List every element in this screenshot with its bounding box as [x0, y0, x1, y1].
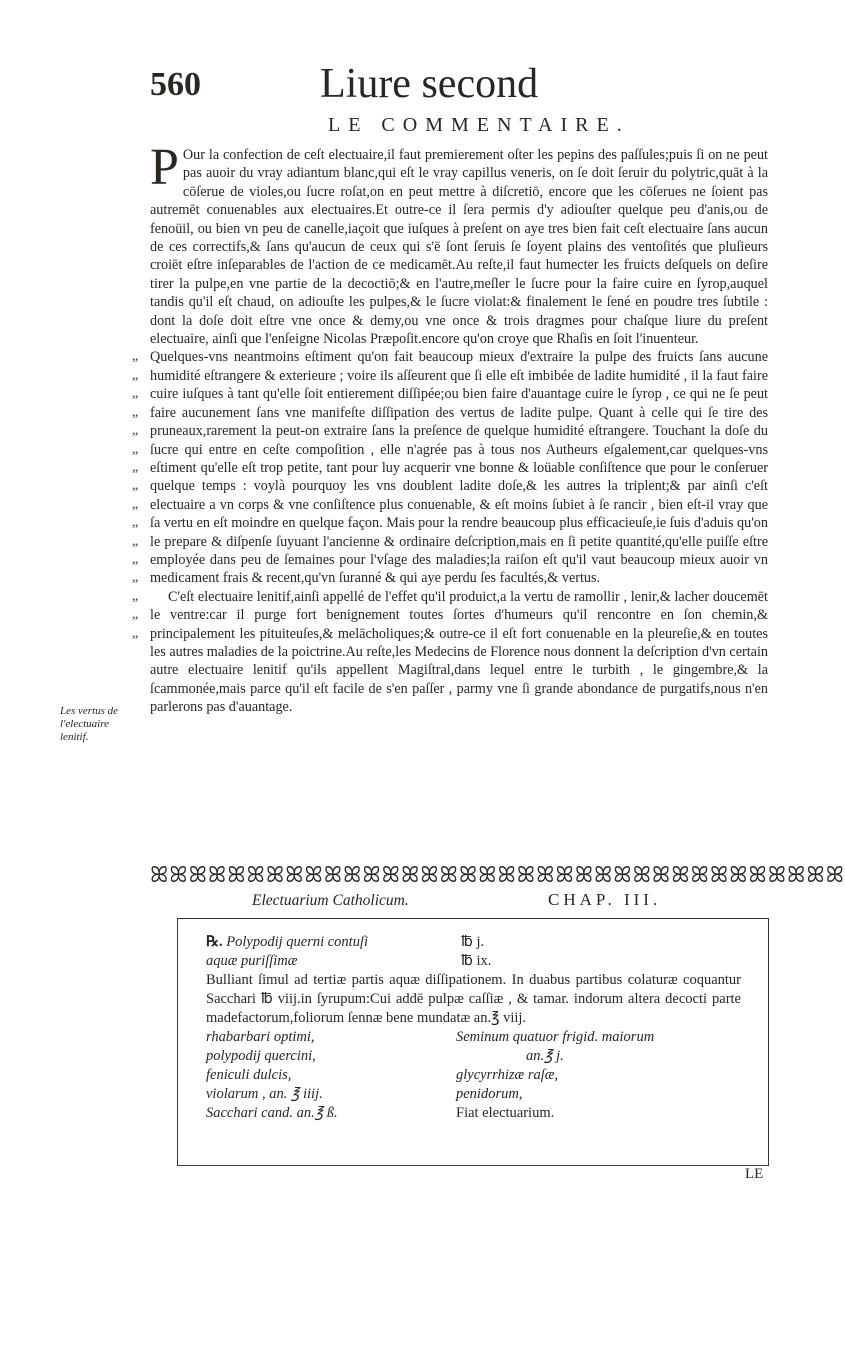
quotation-mark: „ — [132, 478, 139, 494]
paragraph-virtues — [150, 588, 768, 717]
ingredient: violarum , an. ℥ iiij. — [206, 1086, 323, 1102]
quotation-marks-column — [132, 348, 146, 643]
quantity: ℔ ix. — [461, 953, 492, 969]
quotation-mark: „ — [132, 349, 139, 365]
catchword: LE — [745, 1166, 764, 1182]
recipe-title: Electuarium Catholicum. — [252, 892, 409, 909]
quoted-passage-text: Quelques-vns neantmoins eſtiment qu'on fait beaucoup mieux d'extraire la pulpe des fruicts ſans aucune humidité eſtrangere & exterieure ; voire ils aſſeurent que ſi elle eſt imbibée de ladite humidité , il la faut faire cuire iuſques à tant qu'elle ſoit entierement diſſipée;ou bien faire d'auantage cuire le ſyrop , ce qui ne ſe peut faire aucunement ſans vne manifeſte diſſipation des vertus de ladite pulpe. Quant à celle qui ſe tire des pruneaux,rarement la peut-on extraire ſans la preſence de quelque humidité eſtrangere. Touchant la doſe du ſucre qui entre en ceſte compoſition , elle n'agrée pas à tous nos Autheurs eſgalement,car quelques-vns eſtiment qu'elle eſt trop petite, tant pour luy acquerir vne bonne & loüable conſiſtence que pour le conſeruer quelque temps : voylà pourquoy les vns doublent ladite doſe,& les autres la triplent;& par ainſi c'eſt electuaire a vn corps & vne conſiſtence plus conuenable, & eſt moins ſubiet à ſe rancir , bien eſt-il vray que ſa vertu en eſt moindre en quelque façon. Mais pour la rendre beaucoup plus efficacieuſe,ie ſuis d'aduis qu'on le prepare & diſpenſe ſuyuant l'ancienne & ordinaire deſcription,mais en ſi petite quantité,qu'elle puiſſe eſtre employée dans peu de ſemaines pour l'vſage des maladies;la raiſon eſt qu'il vaut beaucoup mieux auoir vn medicament frais & recent,qu'vn ſuranné & qui aye perdu ſes facultés,& vertus. — [150, 349, 768, 587]
recipe-line — [206, 1047, 741, 1066]
quotation-mark: „ — [132, 496, 139, 512]
recipe-line — [206, 1066, 741, 1085]
ingredient: feniculi dulcis, — [206, 1067, 292, 1083]
page-number: 560 — [150, 66, 201, 103]
recipe-content — [206, 933, 741, 1123]
ingredient: glycyrrhizæ raſæ, — [456, 1067, 559, 1083]
recipe-line — [206, 1028, 741, 1047]
quotation-mark: „ — [132, 588, 139, 604]
paragraph-intro — [150, 139, 768, 348]
ingredient: penidorum, — [456, 1086, 523, 1102]
recipe-box — [177, 918, 769, 1166]
paragraph-virtues-text: C'eſt electuaire lenitif,ainſi appellé de l'effet qu'il produict,a la vertu de ramollir , lenir,& lacher doucemēt le ventre:car il purge fort benignement toutes ſortes d'humeurs qu'il rencontre en ſon chemin,& principalement les pituiteuſes,& melācholiques;& outre-ce il eſt fort conuenable en la pleureſie,& en toutes les autres maladies de la poictrine.Au reſte,les Medecins de Florence nous donnent la deſcription d'vn certain autre electuaire lenitif qu'ils appellent Magiſtral,dans lequel entre le turbith , le gingembre,& la ſcammonée,mais parce qu'il eſt facile de s'en paſſer , parmy vne ſi grande abondance de purgatifs,nous n'en parlerons pas d'auantage. — [150, 588, 768, 716]
paragraph-intro-text: Our la confection de ceſt electuaire,il faut premierement oſter les pepins des paſſules;puis ſi on ne peut pas auoir du vray adiantum blanc,qui eſt le vray capillus veneris, on ſe doit ſeruir du polytric,quāt à la cōſerue de violes,ou ſucre roſat,on en peut mettre à diſcretiō, encore que les cōſerues ne ſoient pas autremēt conuenables aux electuaires.Et outre-ce il ſera permis d'y adiouſter quelque peu d'anis,ou de fenoüil, ou bien vn peu de canelle,iaçoit que iuſques à preſent on aye tres bien fait ceſt electuaire ſans aucun de ces correctifs,& ſans qu'aucun de ceux qui s'ē ſont ſeruis ſe ſoyent plains des ventoſités que pluſieurs croiēt eſtre inſeparables de l'action de ce medicamēt.Au reſte,il faut humecter les fruicts deſquels on deſire tirer la pulpe,en vne partie de la decoctiō;& en l'autre,meſler le ſucre pour la faire cuire en ſyrop,auquel tandis qu'il eſt chaud, on adiouſte les pulpes,& le ſucre violat:& finalement le ſené en poudre tres ſubtile : dont la doſe doit eſtre vne once & demy,ou vne once & trois dragmes pour chaſque liure du preſent electuaire, ainſi que l'enſeigne Nicolas Præpoſit.encore qu'on croye que Rhaſis en ſoit l'inuenteur. — [150, 147, 768, 348]
margin-note: Les vertus de l'electuaire lenitif. — [60, 705, 119, 743]
quotation-mark: „ — [132, 607, 139, 623]
quotation-mark: „ — [132, 386, 139, 402]
quotation-mark: „ — [132, 533, 139, 549]
quotation-mark: „ — [132, 515, 139, 531]
recipe-line — [206, 933, 741, 952]
recipe-symbol: ℞. — [206, 934, 223, 950]
recipe-instructions: Bulliant ſimul ad tertiæ partis aquæ diſſipationem. In duabus partibus colaturæ coquantur Sacchari ℔ viij.in ſyrupum:Cui addē pulpæ caſſiæ , & tamar. indorum altera decocti parte madefactorum,foliorum ſennæ bene mundatæ an.℥ viij. — [206, 972, 741, 1026]
quotation-mark: „ — [132, 367, 139, 383]
quotation-mark: „ — [132, 625, 139, 641]
quantity: ℔ j. — [461, 934, 485, 950]
ingredient: polypodij quercini, — [206, 1048, 316, 1064]
ingredient: aquæ puriſſimæ — [206, 953, 298, 969]
quoted-passage — [132, 348, 768, 641]
recipe-closing: Fiat electuarium. — [456, 1105, 555, 1121]
quotation-mark: „ — [132, 551, 139, 567]
ingredient: Sacchari cand. an.℥ ß. — [206, 1105, 338, 1121]
chapter-label: CHAP. III. — [548, 890, 662, 909]
quotation-mark: „ — [132, 423, 139, 439]
running-title: Liure second — [320, 61, 539, 107]
quotation-mark: „ — [132, 459, 139, 475]
quotation-mark: „ — [132, 441, 139, 457]
recipe-line — [206, 952, 741, 971]
quotation-mark: „ — [132, 404, 139, 420]
decorative-ornament-band: ꕤꕤꕤꕤꕤꕤꕤꕤꕤꕤꕤꕤꕤꕤꕤꕤꕤꕤꕤꕤꕤꕤꕤꕤꕤꕤꕤꕤꕤꕤꕤꕤꕤꕤꕤꕤ — [150, 862, 845, 887]
section-title: LE COMMENTAIRE. — [328, 114, 630, 136]
page-header — [150, 62, 570, 112]
drop-capital: P — [150, 139, 179, 196]
recipe-line — [206, 1104, 741, 1123]
recipe-line — [206, 1085, 741, 1104]
ingredient: Polypodij querni contuſi — [226, 934, 369, 950]
quantity: an.℥ j. — [526, 1048, 564, 1064]
ingredient: Seminum quatuor frigid. maiorum — [456, 1029, 655, 1045]
body-text — [132, 139, 768, 717]
quotation-mark: „ — [132, 570, 139, 586]
ingredient: rhabarbari optimi, — [206, 1029, 315, 1045]
